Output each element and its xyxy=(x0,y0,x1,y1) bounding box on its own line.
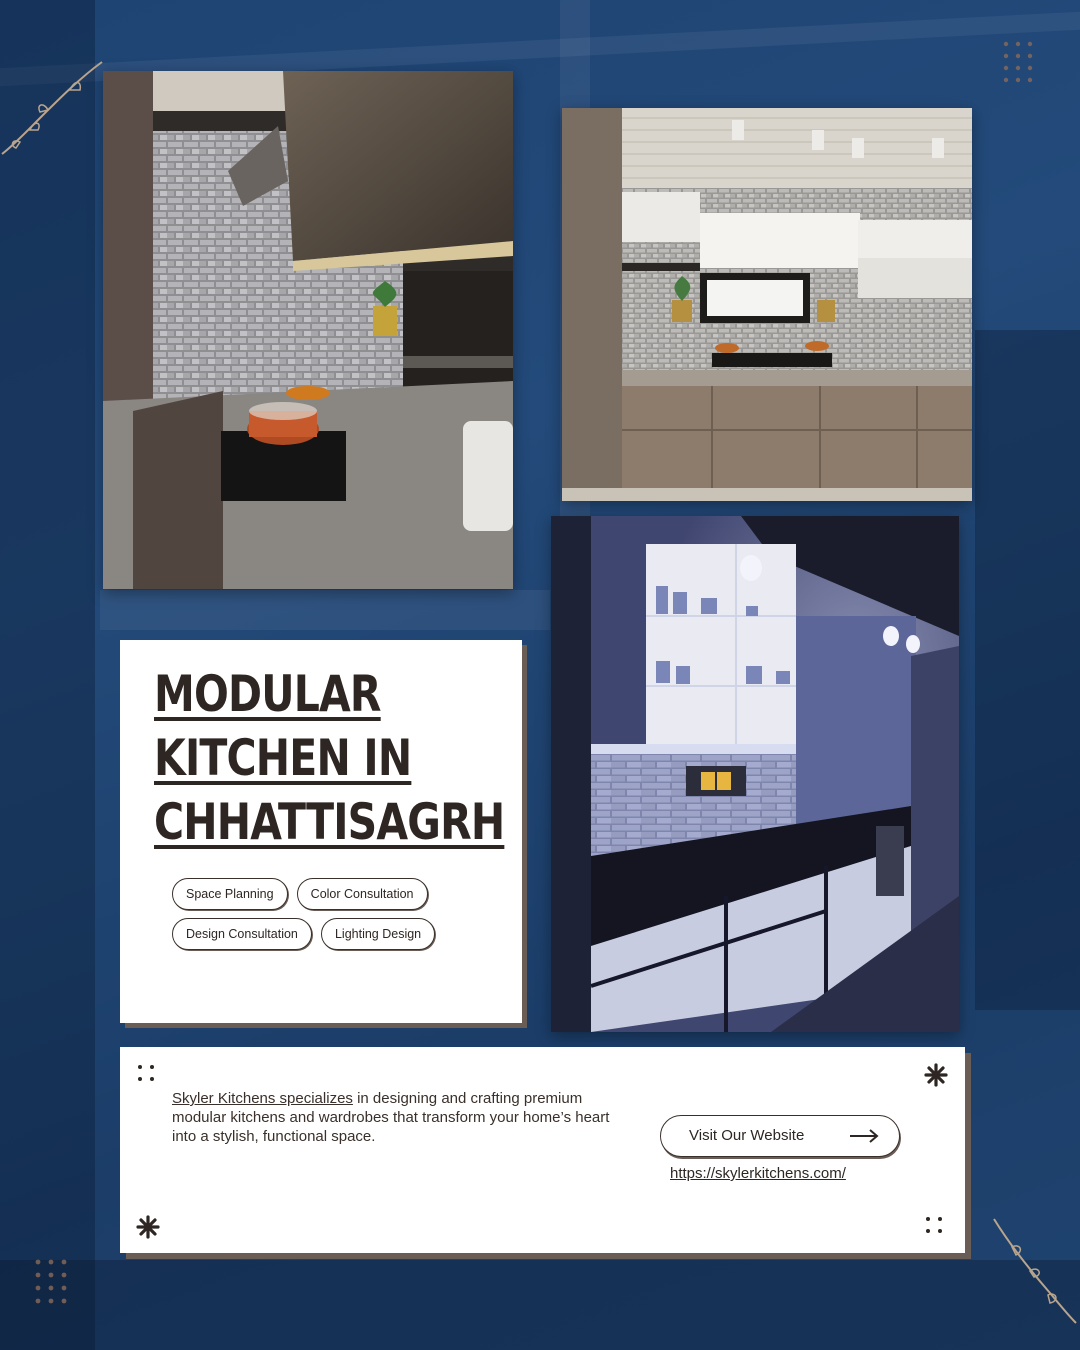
kitchen-photo-blue-lit xyxy=(551,516,959,1032)
vine-decoration-icon xyxy=(0,58,110,158)
website-url-link[interactable]: https://skylerkitchens.com/ xyxy=(670,1165,846,1182)
tag-color-consultation: Color Consultation xyxy=(297,878,428,910)
description-text: in designing and crafting premium modular kitchens and wardrobes that transform your home’s heart into a stylish, functional space. xyxy=(172,1090,610,1145)
tag-lighting-design: Lighting Design xyxy=(321,918,435,950)
title-line: KITCHEN IN xyxy=(154,729,412,787)
info-card xyxy=(120,1047,965,1253)
page-title xyxy=(154,662,505,854)
arrow-right-icon xyxy=(849,1129,879,1143)
tag-design-consultation: Design Consultation xyxy=(172,918,312,950)
company-name-link[interactable]: Skyler Kitchens specializes xyxy=(172,1090,353,1107)
asterisk-flower-icon xyxy=(136,1215,160,1239)
bg-wall-panel xyxy=(975,330,1080,1010)
corner-dots-icon xyxy=(138,1065,158,1085)
company-description xyxy=(172,1089,612,1146)
visit-website-label: Visit Our Website xyxy=(689,1127,805,1144)
bg-counter xyxy=(100,590,550,630)
dot-grid-decoration-icon xyxy=(1000,38,1040,88)
title-line: CHHATTISAGRH xyxy=(154,793,505,851)
kitchen-photo-l-shaped xyxy=(562,108,972,501)
corner-dots-icon xyxy=(926,1217,946,1237)
asterisk-flower-icon xyxy=(924,1063,948,1087)
vine-decoration-icon xyxy=(990,1215,1080,1325)
service-tags xyxy=(172,878,502,958)
visit-website-button[interactable] xyxy=(660,1115,900,1157)
kitchen-photo-hob-closeup xyxy=(103,71,513,589)
title-card xyxy=(120,640,522,1023)
tag-space-planning: Space Planning xyxy=(172,878,288,910)
bg-floor xyxy=(0,1260,1080,1350)
dot-grid-decoration-icon xyxy=(32,1256,74,1312)
title-line: MODULAR xyxy=(154,665,381,723)
bg-wall-panel xyxy=(0,0,95,1350)
